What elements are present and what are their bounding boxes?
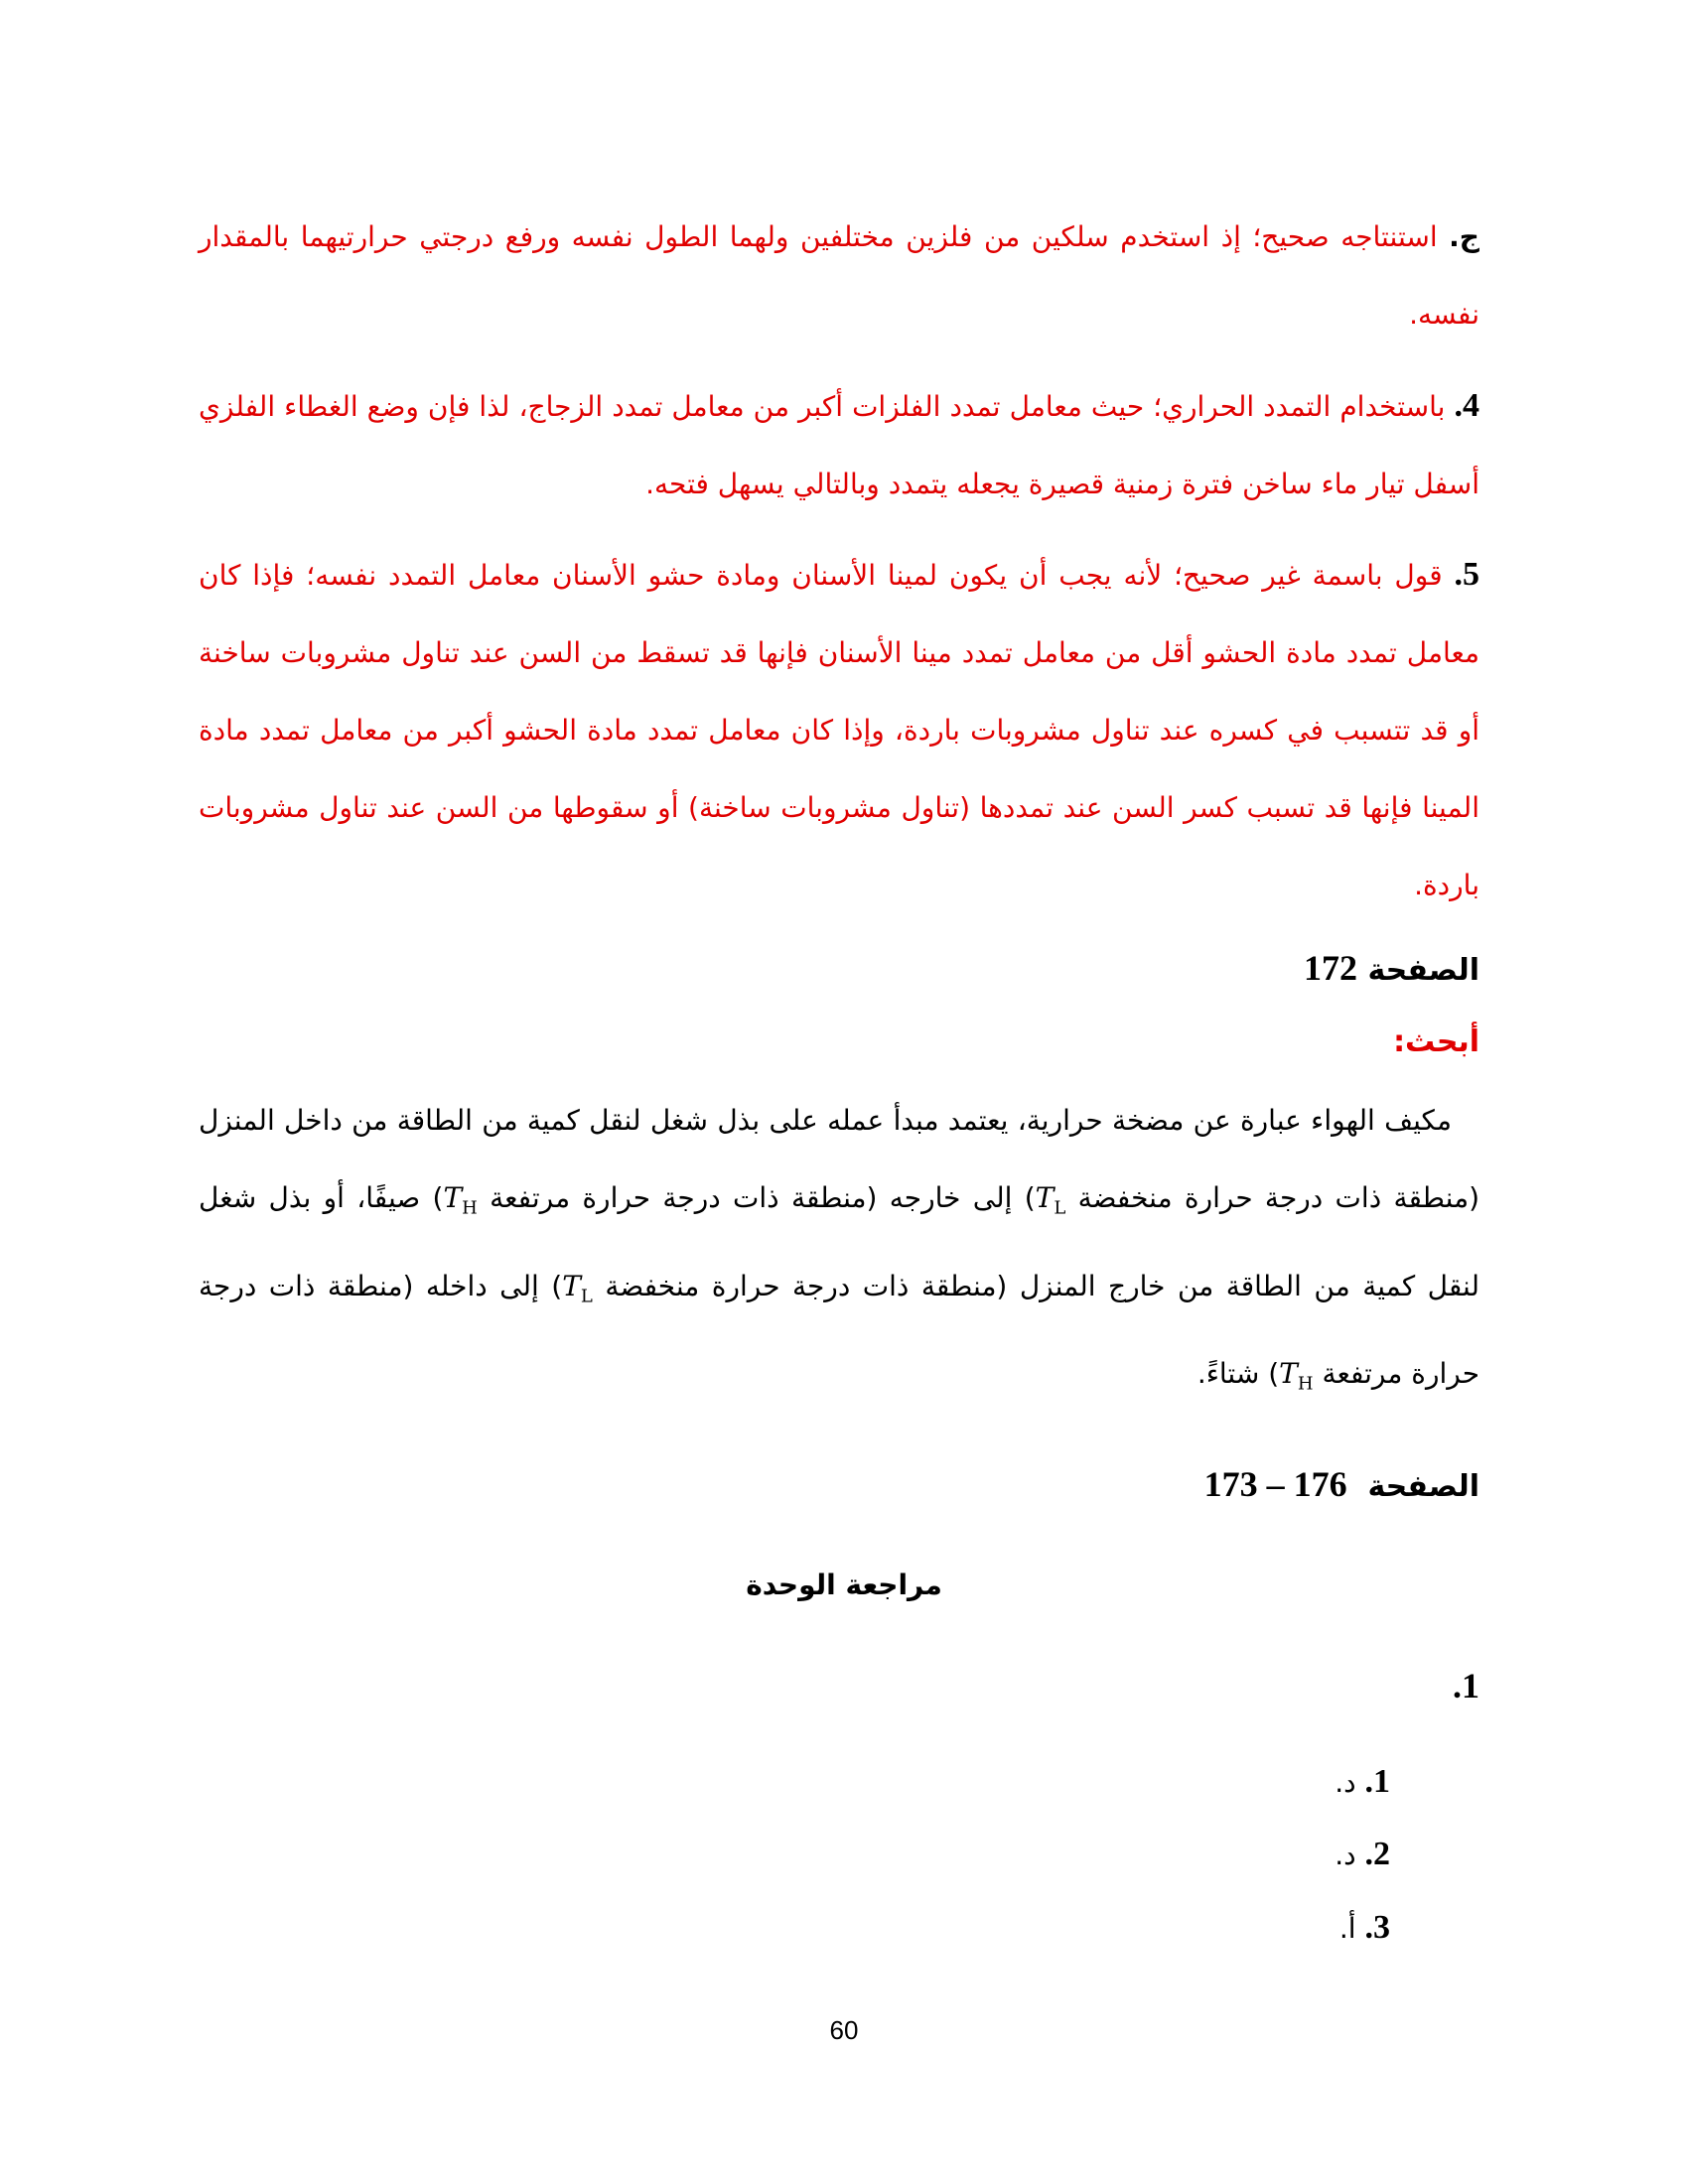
section-173-heading	[1204, 1464, 1479, 1507]
review-item	[1335, 1762, 1390, 1803]
answer-c	[199, 199, 1479, 353]
research-text-5: ) شتاءً.	[1196, 1357, 1280, 1391]
research-text-2: ) إلى خارجه (منطقة ذات درجة حرارة مرتفعة	[477, 1181, 1036, 1214]
page-number: 60	[829, 2015, 859, 2045]
answer-4-number: 4.	[1454, 387, 1479, 424]
question-1-label: .1	[1453, 1666, 1479, 1706]
review-item-answer: د.	[1335, 1839, 1356, 1871]
symbol-t-low-2: $T_L$	[562, 1269, 593, 1307]
review-item-number: 3.	[1364, 1909, 1390, 1946]
research-text-1: مكيف الهواء عبارة عن مضخة حرارية، يعتمد مبدأ عمله على بذل شغل لنقل كمية من الطاقة من داخل المنزل (منطقة ذات درجة حرارة منخفضة	[199, 1104, 1479, 1214]
answer-c-text: استنتاجه صحيح؛ إذ استخدم سلكين من فلزين مختلفين ولهما الطول نفسه ورفع درجتي حرارتيهما بالمقدار نفسه.	[199, 220, 1479, 331]
research-label: أبحث:	[1393, 1024, 1479, 1059]
section-172-heading-number: 172	[1304, 948, 1358, 988]
review-item	[1335, 1835, 1390, 1875]
answer-5	[199, 536, 1479, 924]
research-text-4: ) إلى داخله (منطقة ذات درجة حرارة مرتفعة	[199, 1269, 1479, 1391]
review-item-number: 1.	[1364, 1763, 1390, 1800]
section-172-heading-word: الصفحة	[1367, 953, 1479, 988]
review-item	[1339, 1908, 1390, 1949]
unit-review-title: مراجعة الوحدة	[746, 1569, 942, 1601]
research-paragraph	[199, 1082, 1479, 1424]
answer-5-text: قول باسمة غير صحيح؛ لأنه يجب أن يكون لمينا الأسنان ومادة حشو الأسنان معامل التمدد نفسه؛ فإذا كان معامل تمدد مادة الحشو أقل من معامل تمدد مينا الأسنان فإنها قد تسقط من السن عند تناول مشروبات ساخنة أو قد تتسبب في كسره عند تناول مشروبات باردة، وإذا كان معامل تمدد مادة الحشو أكبر من معامل تمدد مادة المينا فإنها قد تسبب كسر السن عند تمددها (تناول مشروبات ساخنة) أو سقوطها من السن عند تناول مشروبات باردة.	[199, 559, 1479, 901]
answer-5-number: 5.	[1454, 556, 1479, 593]
review-item-number: 2.	[1364, 1836, 1390, 1872]
answer-c-label: ج.	[1449, 220, 1479, 253]
symbol-t-low-1: $T_L$	[1035, 1181, 1066, 1219]
section-173-heading-word: الصفحة	[1367, 1469, 1479, 1504]
research-text-3: ) صيفًا، أو بذل شغل لنقل كمية من الطاقة من خارج المنزل (منطقة ذات درجة حرارة منخفضة	[199, 1181, 1480, 1302]
answer-4-text: باستخدام التمدد الحراري؛ حيث معامل تمدد الفلزات أكبر من معامل تمدد الزجاج، لذا فإن وضع الغطاء الفلزي أسفل تيار ماء ساخن فترة زمنية قصيرة يجعله يتمدد وبالتالي يسهل فتحه.	[199, 390, 1479, 500]
section-172-heading	[1304, 948, 1479, 991]
answer-4	[199, 367, 1479, 523]
section-173-heading-range: 173 – 176	[1203, 1464, 1347, 1504]
review-item-answer: د.	[1335, 1766, 1356, 1799]
symbol-t-high-2: $T_H$	[1279, 1357, 1314, 1395]
review-item-answer: أ.	[1338, 1912, 1356, 1945]
symbol-t-high-1: $T_H$	[443, 1181, 478, 1219]
